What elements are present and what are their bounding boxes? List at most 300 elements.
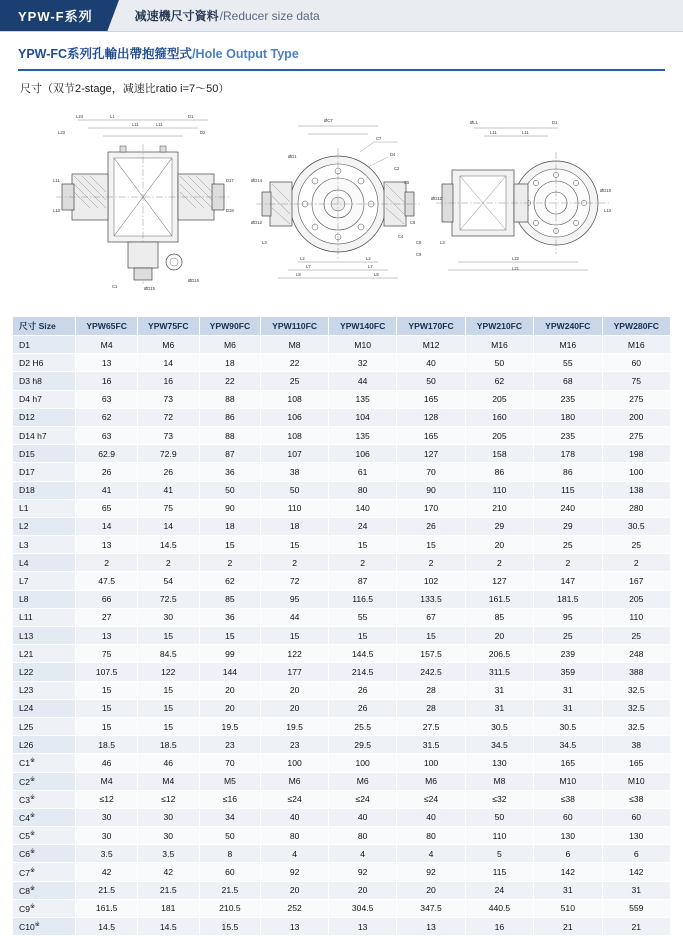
row-label: L25 <box>13 717 76 735</box>
table-cell: 72.9 <box>137 445 199 463</box>
table-cell: 13 <box>261 918 329 936</box>
table-cell: 27 <box>76 608 138 626</box>
table-cell: 304.5 <box>328 899 396 917</box>
table-cell: 44 <box>261 608 329 626</box>
svg-text:ØD14: ØD14 <box>251 178 262 183</box>
table-cell: 107 <box>261 445 329 463</box>
table-row <box>13 645 671 663</box>
table-cell: 110 <box>602 608 670 626</box>
table-cell: 20 <box>465 536 533 554</box>
table-cell: 75 <box>137 499 199 517</box>
table-cell: 62 <box>76 408 138 426</box>
table-cell: 15 <box>261 627 329 645</box>
table-cell: 85 <box>465 608 533 626</box>
section-title <box>18 44 665 71</box>
table-row <box>13 699 671 717</box>
table-cell: 62.9 <box>76 445 138 463</box>
table-cell: 28 <box>397 681 465 699</box>
col-header-ypw170fc: YPW170FC <box>397 317 465 336</box>
row-label: D15 <box>13 445 76 463</box>
table-cell: 311.5 <box>465 663 533 681</box>
table-cell: 2 <box>465 554 533 572</box>
table-row <box>13 590 671 608</box>
table-row <box>13 517 671 535</box>
table-cell: 235 <box>534 426 602 444</box>
table-cell: 359 <box>534 663 602 681</box>
table-cell: 85 <box>199 590 261 608</box>
svg-text:D2: D2 <box>200 130 206 135</box>
table-cell: 275 <box>602 390 670 408</box>
col-header-ypw90fc: YPW90FC <box>199 317 261 336</box>
table-cell: ≤24 <box>261 790 329 808</box>
svg-text:ØD12: ØD12 <box>251 220 262 225</box>
table-cell: 200 <box>602 408 670 426</box>
table-cell: 80 <box>328 827 396 845</box>
table-cell: 15 <box>76 681 138 699</box>
table-cell: 60 <box>199 863 261 881</box>
table-cell: 60 <box>602 354 670 372</box>
table-cell: 3.5 <box>137 845 199 863</box>
col-header-ypw65fc: YPW65FC <box>76 317 138 336</box>
table-cell: 142 <box>602 863 670 881</box>
svg-text:C6: C6 <box>410 220 416 225</box>
table-row <box>13 354 671 372</box>
table-cell: 110 <box>465 481 533 499</box>
table-cell: 13 <box>328 918 396 936</box>
table-cell: 92 <box>328 863 396 881</box>
row-label: C8※ <box>13 881 76 899</box>
table-cell: 140 <box>328 499 396 517</box>
svg-text:L11: L11 <box>522 130 529 135</box>
table-cell: 92 <box>397 863 465 881</box>
table-cell: 14.5 <box>137 536 199 554</box>
spec-table-wrapper <box>12 316 671 936</box>
table-row <box>13 899 671 917</box>
table-cell: M16 <box>602 336 670 354</box>
table-cell: 50 <box>261 481 329 499</box>
table-cell: 25 <box>602 627 670 645</box>
table-cell: 15 <box>76 699 138 717</box>
svg-text:D1: D1 <box>188 114 194 119</box>
table-cell: 133.5 <box>397 590 465 608</box>
table-cell: 22 <box>199 372 261 390</box>
table-cell: 31 <box>602 881 670 899</box>
table-cell: 130 <box>534 827 602 845</box>
svg-text:L8: L8 <box>374 272 379 277</box>
table-cell: 23 <box>199 736 261 754</box>
table-cell: 54 <box>137 572 199 590</box>
svg-text:D4: D4 <box>390 152 396 157</box>
table-cell: 2 <box>534 554 602 572</box>
table-cell: 29.5 <box>328 736 396 754</box>
row-label: L2 <box>13 517 76 535</box>
row-label: L23 <box>13 681 76 699</box>
table-row <box>13 390 671 408</box>
table-cell: 242.5 <box>397 663 465 681</box>
table-cell: M4 <box>76 336 138 354</box>
table-row <box>13 863 671 881</box>
table-cell: 15 <box>137 717 199 735</box>
table-cell: 65 <box>76 499 138 517</box>
table-cell: 42 <box>137 863 199 881</box>
svg-text:L1: L1 <box>110 114 115 119</box>
table-cell: 18 <box>261 517 329 535</box>
row-label: L13 <box>13 627 76 645</box>
table-cell: 90 <box>199 499 261 517</box>
table-cell: 66 <box>76 590 138 608</box>
row-label: D18 <box>13 481 76 499</box>
table-cell: 55 <box>328 608 396 626</box>
table-row <box>13 772 671 790</box>
row-label: C10※ <box>13 918 76 936</box>
header-title-en: /Reducer size data <box>219 8 320 23</box>
table-cell: 559 <box>602 899 670 917</box>
row-label: L26 <box>13 736 76 754</box>
svg-text:L11: L11 <box>132 122 139 127</box>
svg-text:L11: L11 <box>156 122 163 127</box>
table-cell: 122 <box>137 663 199 681</box>
table-cell: 2 <box>137 554 199 572</box>
table-cell: 20 <box>328 881 396 899</box>
table-cell: 21.5 <box>76 881 138 899</box>
table-cell: 14 <box>137 354 199 372</box>
table-header-row <box>13 317 671 336</box>
table-cell: 388 <box>602 663 670 681</box>
table-cell: ≤24 <box>397 790 465 808</box>
table-cell: 3.5 <box>76 845 138 863</box>
table-cell: M6 <box>261 772 329 790</box>
table-cell: 30 <box>76 808 138 826</box>
table-cell: 144.5 <box>328 645 396 663</box>
table-cell: 106 <box>261 408 329 426</box>
table-cell: M5 <box>199 772 261 790</box>
row-label: L3 <box>13 536 76 554</box>
table-row <box>13 426 671 444</box>
table-cell: 46 <box>76 754 138 772</box>
col-header-ypw240fc: YPW240FC <box>534 317 602 336</box>
table-cell: 15 <box>199 536 261 554</box>
table-cell: 19.5 <box>261 717 329 735</box>
table-cell: 25.5 <box>328 717 396 735</box>
table-cell: 36 <box>199 608 261 626</box>
table-cell: 92 <box>261 863 329 881</box>
table-cell: 72.5 <box>137 590 199 608</box>
table-cell: 15 <box>76 717 138 735</box>
table-cell: 15 <box>137 627 199 645</box>
table-cell: 14 <box>76 517 138 535</box>
table-cell: 235 <box>534 390 602 408</box>
table-cell: 50 <box>465 354 533 372</box>
table-cell: 14.5 <box>76 918 138 936</box>
table-cell: 28 <box>397 699 465 717</box>
row-label: C2※ <box>13 772 76 790</box>
col-header-ypw280fc: YPW280FC <box>602 317 670 336</box>
table-cell: M6 <box>328 772 396 790</box>
spec-table-head <box>13 317 671 336</box>
table-row <box>13 463 671 481</box>
table-cell: 210 <box>465 499 533 517</box>
table-cell: 90 <box>397 481 465 499</box>
table-cell: 29 <box>534 517 602 535</box>
table-cell: 38 <box>602 736 670 754</box>
row-label: D2 H6 <box>13 354 76 372</box>
table-cell: 68 <box>534 372 602 390</box>
svg-text:C4: C4 <box>398 234 404 239</box>
table-row <box>13 663 671 681</box>
page-header <box>0 0 683 32</box>
table-cell: 116.5 <box>328 590 396 608</box>
svg-text:D1: D1 <box>552 120 558 125</box>
table-cell: 18.5 <box>137 736 199 754</box>
row-label: D3 h8 <box>13 372 76 390</box>
row-label: L4 <box>13 554 76 572</box>
table-cell: 34.5 <box>534 736 602 754</box>
table-cell: 26 <box>328 699 396 717</box>
table-cell: 165 <box>397 426 465 444</box>
table-cell: 178 <box>534 445 602 463</box>
table-cell: 347.5 <box>397 899 465 917</box>
table-cell: 106 <box>328 445 396 463</box>
table-cell: 157.5 <box>397 645 465 663</box>
section-title-en: /Hole Output Type <box>192 47 299 61</box>
svg-text:L11: L11 <box>490 130 497 135</box>
table-cell: 165 <box>397 390 465 408</box>
table-cell: 18 <box>199 354 261 372</box>
svg-text:C8: C8 <box>416 240 422 245</box>
row-label: L24 <box>13 699 76 717</box>
table-cell: 15 <box>397 536 465 554</box>
table-row <box>13 790 671 808</box>
svg-text:C9: C9 <box>416 252 422 257</box>
table-cell: 70 <box>199 754 261 772</box>
table-cell: 170 <box>397 499 465 517</box>
table-cell: 38 <box>261 463 329 481</box>
table-cell: 32.5 <box>602 699 670 717</box>
table-cell: 206.5 <box>465 645 533 663</box>
svg-text:L13: L13 <box>604 208 611 213</box>
table-cell: 198 <box>602 445 670 463</box>
table-row <box>13 881 671 899</box>
table-cell: 127 <box>465 572 533 590</box>
row-label: D12 <box>13 408 76 426</box>
row-label: C7※ <box>13 863 76 881</box>
table-cell: 104 <box>328 408 396 426</box>
table-cell: 5 <box>465 845 533 863</box>
table-cell: 128 <box>397 408 465 426</box>
table-cell: 14 <box>137 517 199 535</box>
svg-text:L21: L21 <box>512 266 519 271</box>
table-cell: 13 <box>76 354 138 372</box>
table-cell: 21 <box>602 918 670 936</box>
table-cell: 13 <box>397 918 465 936</box>
table-cell: 95 <box>534 608 602 626</box>
table-cell: 30 <box>137 827 199 845</box>
table-cell: 107.5 <box>76 663 138 681</box>
table-cell: 108 <box>261 390 329 408</box>
table-cell: 40 <box>397 354 465 372</box>
table-cell: 31 <box>534 681 602 699</box>
svg-text:L8: L8 <box>296 272 301 277</box>
table-cell: 2 <box>76 554 138 572</box>
table-row <box>13 572 671 590</box>
table-cell: 30 <box>137 608 199 626</box>
table-cell: 4 <box>261 845 329 863</box>
table-cell: 108 <box>261 426 329 444</box>
svg-text:ØD16: ØD16 <box>188 278 199 283</box>
table-cell: 20 <box>465 627 533 645</box>
row-label: L1 <box>13 499 76 517</box>
table-cell: 86 <box>534 463 602 481</box>
svg-text:L2: L2 <box>366 256 371 261</box>
table-row <box>13 372 671 390</box>
table-cell: M8 <box>261 336 329 354</box>
table-cell: 32.5 <box>602 681 670 699</box>
table-cell: M12 <box>397 336 465 354</box>
table-cell: 42 <box>76 863 138 881</box>
table-cell: 19.5 <box>199 717 261 735</box>
row-label: C4※ <box>13 808 76 826</box>
table-cell: M4 <box>137 772 199 790</box>
table-cell: 440.5 <box>465 899 533 917</box>
table-cell: 61 <box>328 463 396 481</box>
table-cell: 41 <box>76 481 138 499</box>
svg-text:C1: C1 <box>112 284 118 289</box>
row-label: L21 <box>13 645 76 663</box>
table-cell: 165 <box>534 754 602 772</box>
table-cell: M10 <box>602 772 670 790</box>
table-cell: 147 <box>534 572 602 590</box>
table-cell: 135 <box>328 426 396 444</box>
table-cell: 46 <box>137 754 199 772</box>
table-cell: 26 <box>397 517 465 535</box>
table-cell: ≤24 <box>328 790 396 808</box>
row-label: D14 h7 <box>13 426 76 444</box>
table-cell: M10 <box>534 772 602 790</box>
table-cell: 84.5 <box>137 645 199 663</box>
table-cell: 142 <box>534 863 602 881</box>
table-cell: 88 <box>199 426 261 444</box>
table-cell: 20 <box>199 699 261 717</box>
svg-text:L23: L23 <box>58 130 65 135</box>
table-cell: 86 <box>199 408 261 426</box>
table-cell: 88 <box>199 390 261 408</box>
table-cell: 115 <box>534 481 602 499</box>
table-cell: 72 <box>137 408 199 426</box>
table-cell: 34 <box>199 808 261 826</box>
table-cell: 20 <box>261 699 329 717</box>
svg-text:ØD15: ØD15 <box>144 286 155 291</box>
spec-table <box>12 316 671 936</box>
table-cell: ≤32 <box>465 790 533 808</box>
table-cell: 100 <box>602 463 670 481</box>
table-cell: 24 <box>465 881 533 899</box>
table-row <box>13 808 671 826</box>
drawing-side-view <box>48 112 238 292</box>
svg-text:C7: C7 <box>376 136 382 141</box>
table-cell: 24 <box>328 517 396 535</box>
svg-text:ØC7: ØC7 <box>324 118 333 123</box>
table-cell: 32.5 <box>602 717 670 735</box>
table-cell: 87 <box>328 572 396 590</box>
table-cell: 22 <box>261 354 329 372</box>
table-cell: 75 <box>76 645 138 663</box>
table-cell: 31 <box>465 699 533 717</box>
svg-text:C5: C5 <box>404 180 410 185</box>
table-row <box>13 336 671 354</box>
section-header <box>0 32 683 96</box>
row-label: D1 <box>13 336 76 354</box>
table-cell: 60 <box>602 808 670 826</box>
table-cell: 13 <box>76 536 138 554</box>
table-cell: 25 <box>261 372 329 390</box>
table-cell: 31 <box>465 681 533 699</box>
svg-text:C2: C2 <box>394 166 400 171</box>
series-tab: YPW-F系列 <box>0 0 107 31</box>
col-header-ypw75fc: YPW75FC <box>137 317 199 336</box>
table-cell: 510 <box>534 899 602 917</box>
table-cell: 6 <box>602 845 670 863</box>
table-cell: 30.5 <box>534 717 602 735</box>
table-cell: 2 <box>397 554 465 572</box>
table-cell: 25 <box>534 536 602 554</box>
table-cell: 50 <box>397 372 465 390</box>
drawing-front-view <box>248 112 428 292</box>
table-cell: 23 <box>261 736 329 754</box>
table-cell: 29 <box>465 517 533 535</box>
table-cell: M10 <box>328 336 396 354</box>
table-cell: 95 <box>261 590 329 608</box>
table-cell: 32 <box>328 354 396 372</box>
table-cell: 15 <box>397 627 465 645</box>
table-row <box>13 408 671 426</box>
svg-text:ØD18: ØD18 <box>600 188 611 193</box>
row-label: C5※ <box>13 827 76 845</box>
table-cell: 34.5 <box>465 736 533 754</box>
table-row <box>13 445 671 463</box>
row-label: C1※ <box>13 754 76 772</box>
table-cell: M6 <box>199 336 261 354</box>
table-cell: 252 <box>261 899 329 917</box>
technical-drawings <box>8 102 675 302</box>
table-cell: 240 <box>534 499 602 517</box>
table-cell: 41 <box>137 481 199 499</box>
table-row <box>13 627 671 645</box>
table-row <box>13 736 671 754</box>
drawing-output-view <box>428 112 618 292</box>
svg-text:D18: D18 <box>226 208 234 213</box>
table-row <box>13 918 671 936</box>
table-cell: 67 <box>397 608 465 626</box>
table-cell: 73 <box>137 390 199 408</box>
table-cell: 144 <box>199 663 261 681</box>
table-cell: 2 <box>199 554 261 572</box>
col-header-ypw110fc: YPW110FC <box>261 317 329 336</box>
table-cell: 50 <box>199 481 261 499</box>
table-cell: 73 <box>137 426 199 444</box>
section-title-cn: YPW-FC系列孔輸出帶抱箍型式 <box>18 47 193 61</box>
table-cell: 26 <box>328 681 396 699</box>
table-cell: 60 <box>534 808 602 826</box>
dimension-note: 尺寸（双节2-stage，减速比ratio i=7～50） <box>20 83 230 95</box>
header-title <box>107 0 320 31</box>
table-cell: M6 <box>397 772 465 790</box>
table-cell: 2 <box>602 554 670 572</box>
table-cell: 40 <box>397 808 465 826</box>
table-cell: 20 <box>261 681 329 699</box>
table-cell: 15 <box>137 699 199 717</box>
table-cell: 210.5 <box>199 899 261 917</box>
table-cell: 20 <box>199 681 261 699</box>
